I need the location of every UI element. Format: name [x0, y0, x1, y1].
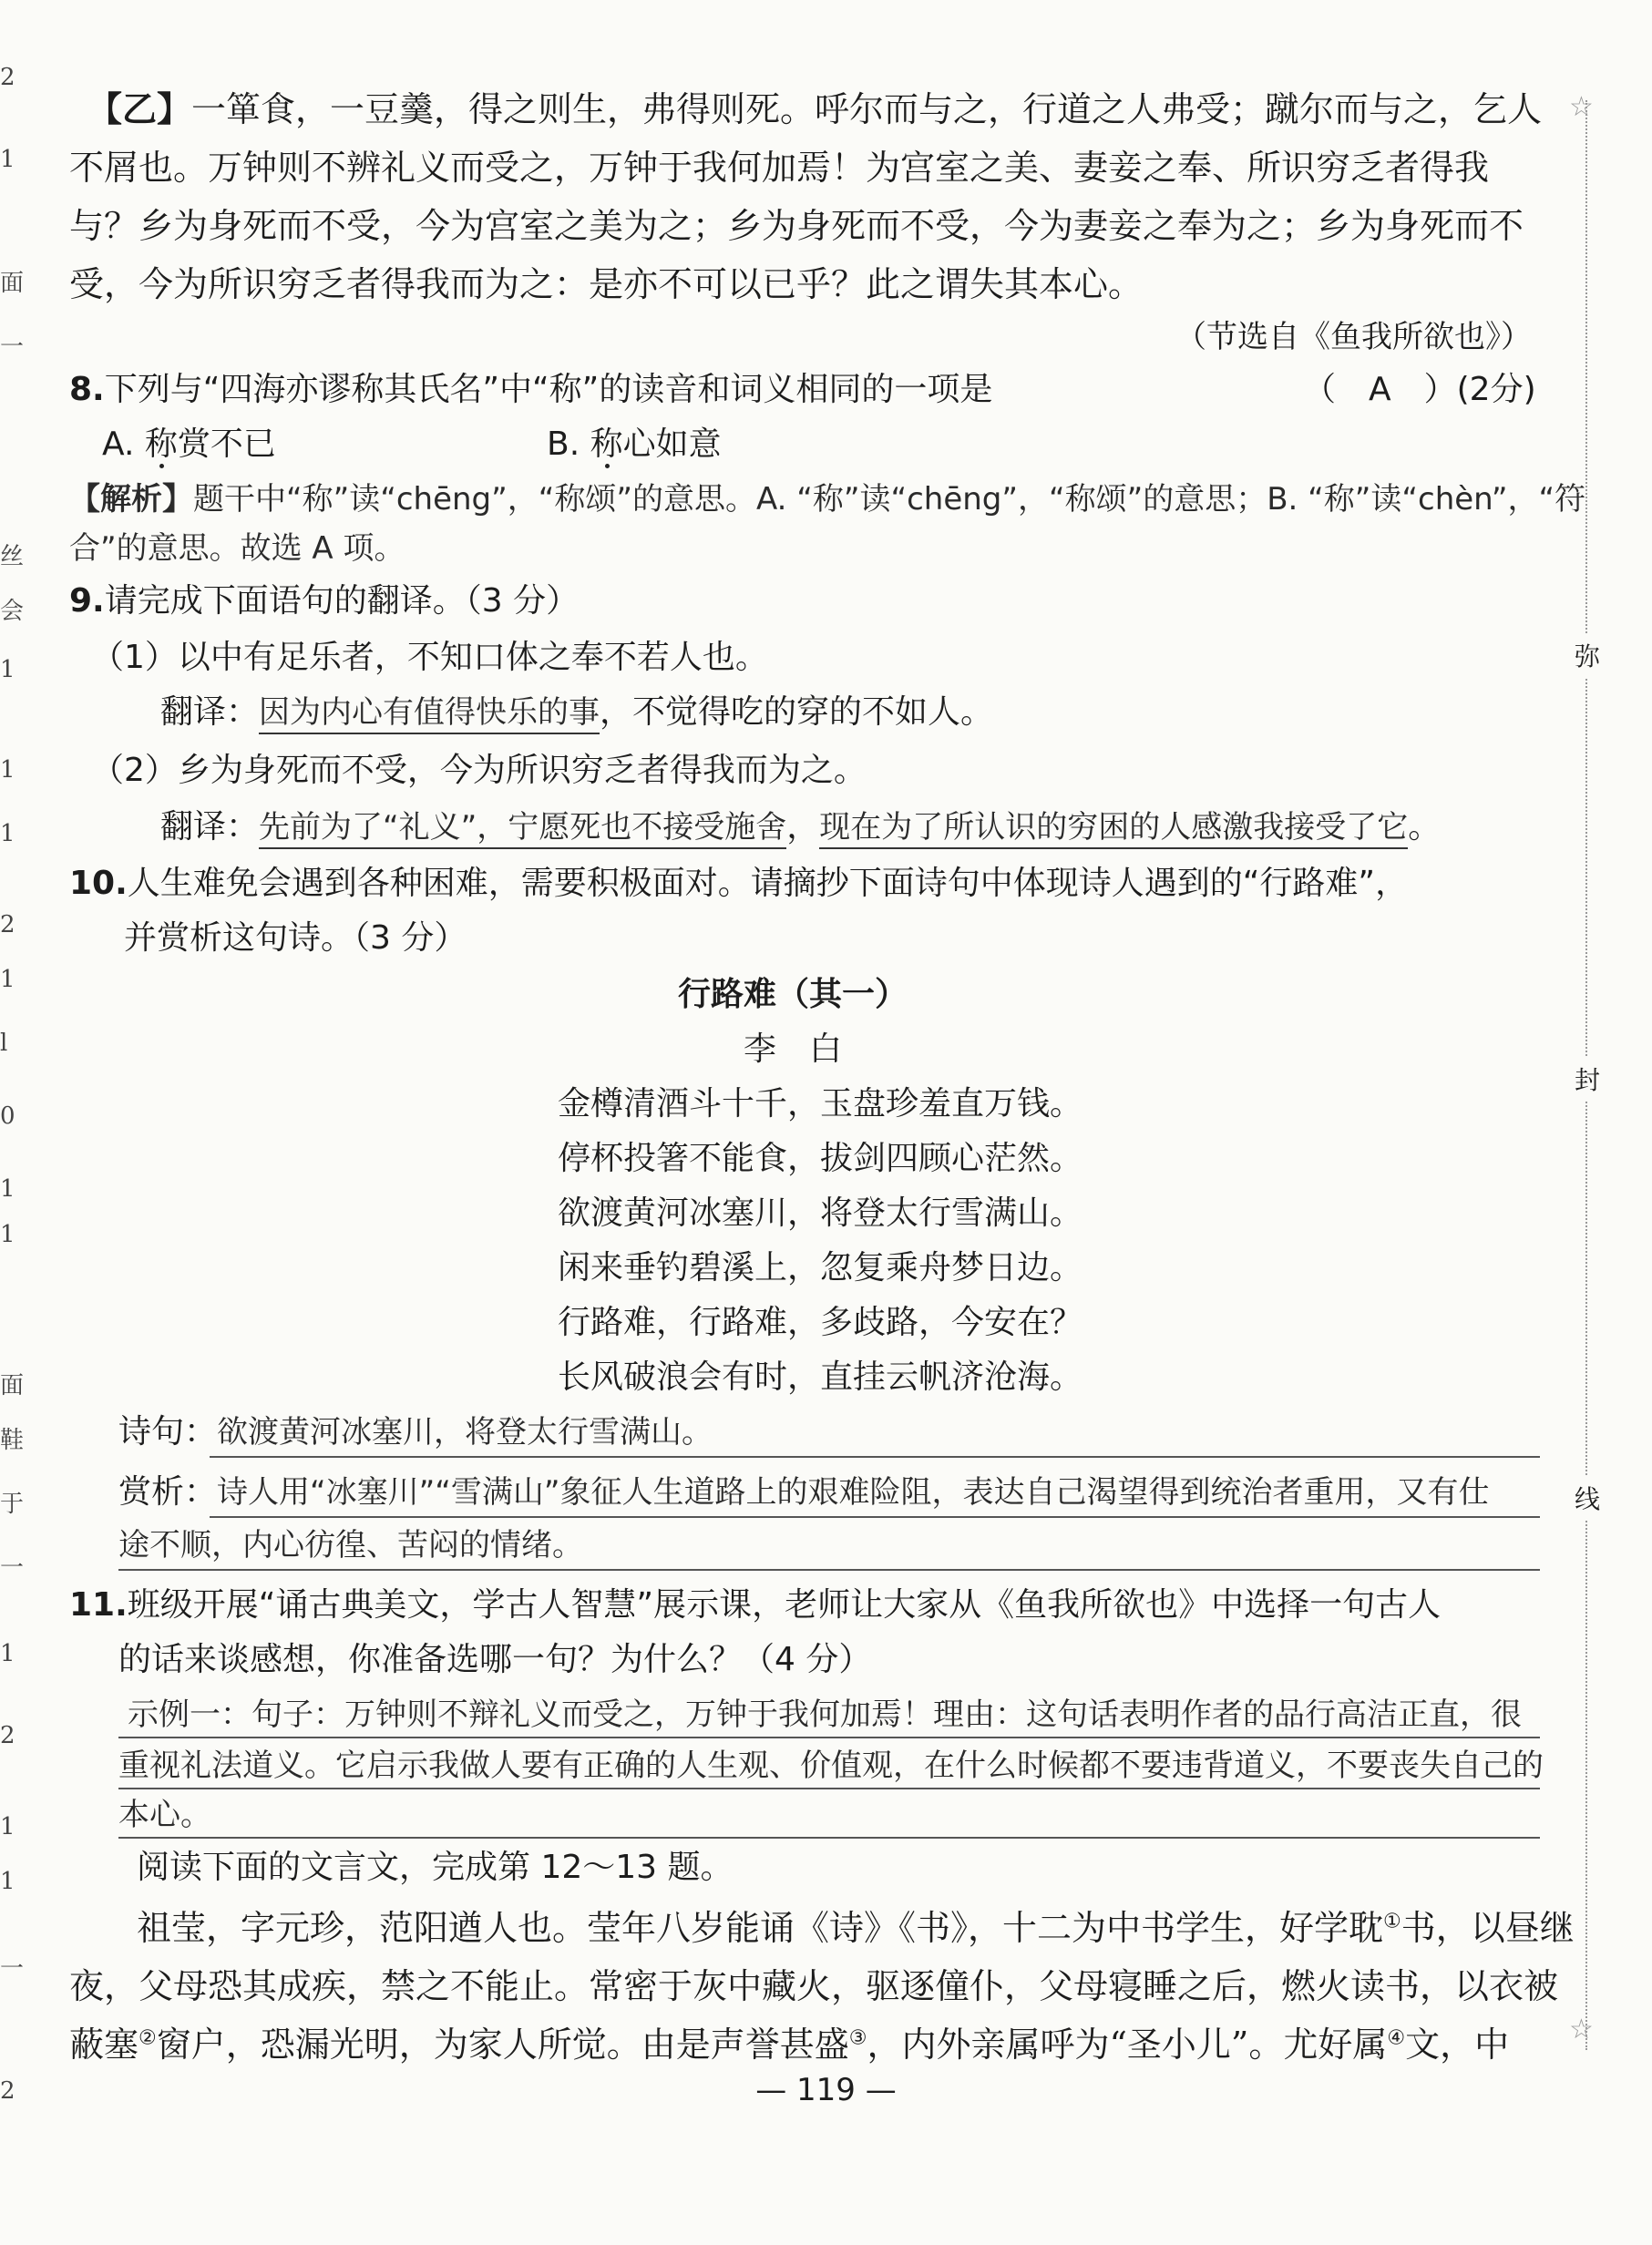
edge-mark: 1: [0, 656, 15, 683]
edge-mark: 面: [0, 1372, 25, 1399]
poem-line: 长风破浪会有时，直挂云帆济沧海。: [558, 1358, 1083, 1396]
edge-mark: 1: [0, 1640, 15, 1667]
edge-mark: 2: [0, 911, 15, 938]
edge-mark: 0: [0, 1102, 15, 1130]
edge-mark: 1: [0, 146, 15, 173]
question-11-answer: 示例一：句子：万钟则不辩礼义而受之，万钟于我何加焉！理由：这句话表明作者的品行高洁正直，很: [128, 1697, 1522, 1733]
poem-author: 李 白: [743, 1030, 842, 1068]
passage-line: 【乙】一箪食，一豆羹，得之则生，弗得则死。呼尔而与之，行道之人弗受；蹴尔而与之，乞人: [87, 88, 1543, 129]
passage-label: 【乙】: [87, 88, 192, 129]
footnote-marker: ④: [1387, 2026, 1406, 2050]
option-a: A. 称赏不已: [102, 425, 276, 463]
translation-1: 翻译：因为内心有值得快乐的事，不觉得吃的穿的不如人。: [160, 691, 993, 734]
passage-line: 受，今为所识穷乏者得我而为之：是亦不可以已乎？此之谓失其本心。: [69, 264, 1144, 304]
poem-line: 欲渡黄河冰塞川，将登太行雪满山。: [558, 1194, 1083, 1232]
edge-mark: 1: [0, 820, 15, 847]
edge-mark: 一: [0, 1955, 25, 1983]
edge-mark: 1: [0, 756, 15, 784]
translation-1-answer: 因为内心有值得快乐的事: [259, 694, 600, 734]
edge-mark: 1: [0, 966, 15, 993]
appreciation-answer: 赏析：诗人用“冰塞川”“雪满山”象征人生道路上的艰难险阻，表达自己渴望得到统治者重用，又有仕: [118, 1473, 1490, 1511]
poem-title: 行路难（其一）: [677, 976, 908, 1013]
edge-mark: 会: [0, 598, 25, 625]
edge-mark: 1: [0, 1813, 15, 1840]
edge-mark: 于: [0, 1491, 25, 1518]
question-9-item-2: （2）乡为身死而不受，今为所识穷乏者得我而为之。: [91, 752, 867, 789]
verse-answer: 诗句：欲渡黄河冰塞川，将登太行雪满山。: [118, 1413, 713, 1451]
reading-line: 蔽塞②窗户，恐漏光明，为家人所觉。由是声誉甚盛③，内外亲属呼为“圣小儿”。尤好属④文，中: [69, 2025, 1510, 2065]
answer-rule: [118, 1737, 1540, 1738]
answer-rule: [118, 1569, 1540, 1571]
option-b: B. 称心如意: [547, 425, 722, 463]
translation-2-answer-a: 先前为了“礼义”，宁愿死也不接受施舍: [259, 809, 786, 849]
footnote-marker: ②: [139, 2026, 157, 2050]
edge-mark: 2: [0, 64, 15, 91]
analysis-label: 【解析】: [69, 481, 193, 518]
question-10-stem: 并赏析这句诗。（3 分）: [124, 919, 467, 957]
page-number: — 119 —: [755, 2072, 897, 2108]
translation-2: 翻译：先前为了“礼义”，宁愿死也不接受施舍，现在为了所认识的穷困的人感激我接受了它。: [160, 805, 1441, 849]
left-binding-edge: [0, 0, 25, 2245]
answer-rule: [210, 1516, 1540, 1518]
analysis-line: 【解析】题干中“称”读“chēng”，“称颂”的意思。A. “称”读“chēng”，“称颂”的意思；B. “称”读“chèn”，“符: [69, 481, 1586, 518]
reading-line: 祖莹，字元珍，范阳遒人也。莹年八岁能诵《诗》《书》，十二为中书学生，好学耽①书，以昼继: [137, 1908, 1575, 1948]
answer-rule: [210, 1456, 1540, 1458]
analysis-line: 合”的意思。故选 A 项。: [69, 530, 405, 567]
edge-mark: 丝: [0, 543, 25, 570]
passage-line: 不屑也。万钟则不辨礼义而受之，万钟于我何加焉！为宫室之美、妻妾之奉、所识穷乏者得我: [69, 148, 1490, 188]
edge-mark: 1: [0, 1868, 15, 1895]
question-11-answer: 本心。: [118, 1797, 211, 1833]
question-9-stem: 9.请完成下面语句的翻译。（3 分）: [69, 582, 580, 620]
edge-mark: 面: [0, 270, 25, 297]
passage-line: 与？乡为身死而不受，今为宫室之美为之；乡为身死而不受，今为妻妾之奉为之；乡为身死而不: [69, 206, 1524, 246]
reading-line: 夜，父母恐其成疾，禁之不能止。常密于灰中藏火，驱逐僮仆，父母寝睡之后，燃火读书，以衣被: [69, 1966, 1559, 2006]
poem-line: 闲来垂钓碧溪上，忽复乘舟梦日边。: [558, 1249, 1083, 1287]
question-8-stem: 8.下列与“四海亦谬称其氏名”中“称”的读音和词义相同的一项是: [69, 371, 993, 408]
star-icon: ☆: [1569, 2014, 1594, 2045]
reading-intro: 阅读下面的文言文，完成第 12～13 题。: [137, 1849, 734, 1886]
question-11-answer: 重视礼法道义。它启示我做人要有正确的人生观、价值观，在什么时候都不要违背道义，不要丧失自己的: [118, 1748, 1544, 1784]
edge-mark: 1: [0, 1175, 15, 1203]
translation-2-answer-b: 现在为了所认识的穷困的人感激我接受了它: [819, 809, 1408, 849]
edge-mark: 2: [0, 1722, 15, 1749]
question-8-answer: （ A ）(2分): [1303, 371, 1536, 408]
poem-line: 行路难，行路难，多歧路，今安在？: [558, 1304, 1083, 1341]
seal-char-feng: 封: [1575, 1057, 1600, 1101]
question-10-stem: 10.人生难免会遇到各种困难，需要积极面对。请摘抄下面诗句中体现诗人遇到的“行路难”，: [69, 865, 1409, 902]
question-11-stem: 11.班级开展“诵古典美文，学古人智慧”展示课，老师让大家从《鱼我所欲也》中选择一句古人: [69, 1586, 1442, 1624]
passage-source: （节选自《鱼我所欲也》）: [1175, 319, 1532, 355]
footnote-marker: ①: [1383, 1910, 1401, 1933]
edge-mark: l: [0, 1030, 8, 1057]
appreciation-answer: 途不顺，内心彷徨、苦闷的情绪。: [118, 1527, 583, 1563]
seal-char-xian: 线: [1575, 1476, 1600, 1520]
edge-mark: 2: [0, 2077, 15, 2105]
answer-rule: [118, 1788, 1540, 1789]
edge-mark: 1: [0, 1221, 15, 1248]
star-icon: ☆: [1569, 91, 1594, 123]
footnote-marker: ③: [848, 2026, 867, 2050]
question-11-stem: 的话来谈感想，你准备选哪一句？为什么？（4 分）: [118, 1641, 872, 1678]
seal-char-mi: 弥: [1575, 633, 1600, 677]
question-9-item-1: （1）以中有足乐者，不知口体之奉不若人也。: [91, 639, 768, 676]
edge-mark: 鞋: [0, 1427, 25, 1454]
edge-mark: 一: [0, 333, 25, 361]
answer-rule: [118, 1837, 1540, 1839]
poem-line: 停杯投箸不能食，拔剑四顾心茫然。: [558, 1140, 1083, 1177]
poem-line: 金樽清酒斗十千，玉盘珍羞直万钱。: [558, 1085, 1083, 1122]
edge-mark: 一: [0, 1554, 25, 1582]
